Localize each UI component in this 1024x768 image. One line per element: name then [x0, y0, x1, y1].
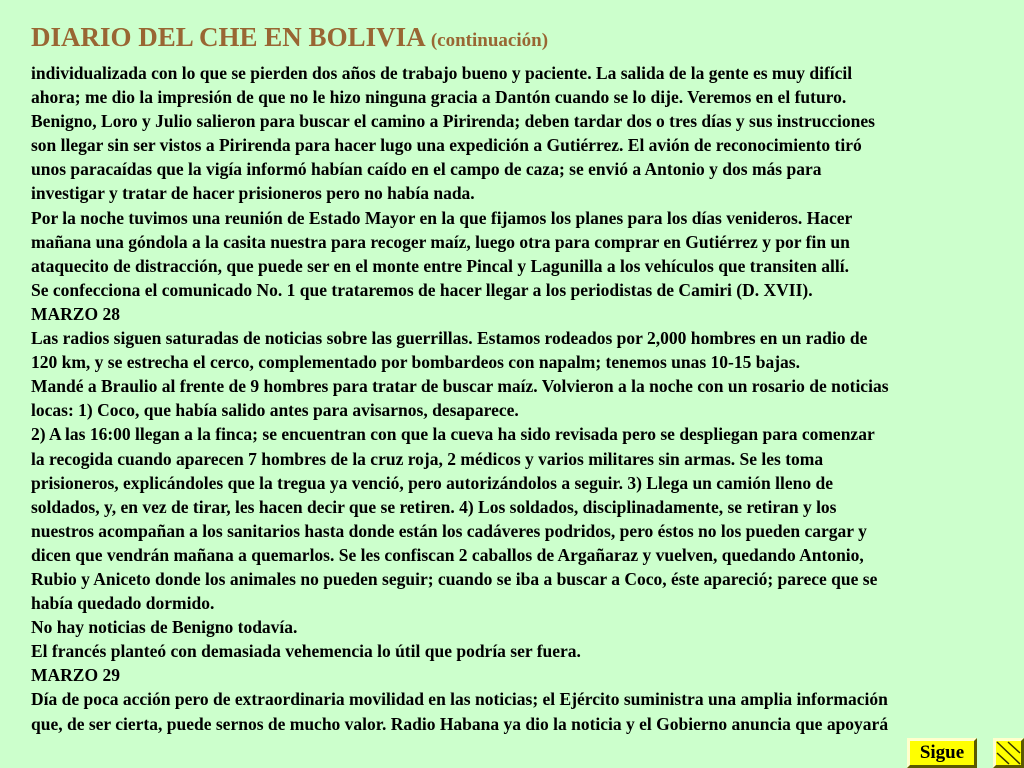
- text-line: soldados, y, en vez de tirar, les hacen decir que se retiren. 4) Los soldados, disciplinadamente, se retiran y los: [31, 496, 837, 517]
- date-heading: MARZO 28: [31, 303, 120, 324]
- text-line: 120 km, y se estrecha el cerco, complementado por bombardeos con napalm; tenemos unas 10-15 bajas.: [31, 352, 800, 373]
- diary-text: [31, 61, 1011, 736]
- text-line: prisioneros, explicándoles que la tregua ya venció, pero autorizándolos a seguir. 3) Llega un camión lleno de: [31, 472, 833, 493]
- text-line: mañana una góndola a la casita nuestra para recoger maíz, luego otra para comprar en Gutiérrez y por fin un: [31, 231, 850, 252]
- text-line: Mandé a Braulio al frente de 9 hombres para tratar de buscar maíz. Volvieron a la noche con un rosario de noticias: [31, 376, 889, 397]
- text-line: 2) A las 16:00 llegan a la finca; se encuentran con que la cueva ha sido revisada pero se despliegan para comenzar: [31, 424, 875, 445]
- text-line: Benigno, Loro y Julio salieron para buscar el camino a Pirirenda; deben tardar dos o tres días y sus instrucciones: [31, 111, 875, 132]
- title-subtitle: (continuación): [430, 30, 549, 51]
- text-line: Por la noche tuvimos una reunión de Estado Mayor en la que fijamos los planes para los días venideros. Hacer: [31, 207, 853, 228]
- title-main: DIARIO DEL CHE EN BOLIVIA: [31, 22, 425, 52]
- text-line: había quedado dormido.: [31, 593, 215, 614]
- text-line: El francés planteó con demasiada vehemencia lo útil que podría ser fuera.: [31, 641, 581, 662]
- text-line: No hay noticias de Benigno todavía.: [31, 617, 298, 638]
- text-line: son llegar sin ser vistos a Pirirenda para hacer lugo una expedición a Gutiérrez. El avión de reconocimiento tiró: [31, 135, 862, 156]
- text-line: ahora; me dio la impresión de que no le hizo ninguna gracia a Dantón cuando se lo dije. Veremos en el futuro.: [31, 87, 847, 108]
- text-line: dicen que vendrán mañana a quemarlos. Se les confiscan 2 caballos de Argañaraz y vuelven, quedando Antonio,: [31, 544, 864, 565]
- text-line: investigar y tratar de hacer prisioneros pero no había nada.: [31, 183, 475, 204]
- text-line: locas: 1) Coco, que había salido antes para avisarnos, desaparece.: [31, 400, 519, 421]
- text-line: Las radios siguen saturadas de noticias sobre las guerrillas. Estamos rodeados por 2,000 hombres en un radio de: [31, 328, 868, 349]
- slide-title: [31, 20, 548, 58]
- text-line: la recogida cuando aparecen 7 hombres de la cruz roja, 2 médicos y varios militares sin armas. Se les toma: [31, 448, 824, 469]
- date-heading: MARZO 29: [31, 665, 120, 686]
- end-slide-icon: [996, 741, 1021, 765]
- text-line: ataquecito de distracción, que puede ser en el monte entre Pincal y Lagunilla a los vehículos que transiten allí.: [31, 255, 849, 276]
- text-line: que, de ser cierta, puede sernos de mucho valor. Radio Habana ya dio la noticia y el Gobierno anuncia que apoyará: [31, 713, 889, 734]
- text-line: nuestros acompañan a los sanitarios hasta donde están los cadáveres podridos, pero éstos no los pueden cargar y: [31, 520, 867, 541]
- end-button[interactable]: [993, 738, 1024, 768]
- text-line: Se confecciona el comunicado No. 1 que trataremos de hacer llegar a los periodistas de Camiri (D. XVII).: [31, 279, 813, 300]
- text-line: Día de poca acción pero de extraordinaria movilidad en las noticias; el Ejército suministra una amplia información: [31, 689, 888, 710]
- next-button[interactable]: Sigue: [907, 738, 977, 768]
- text-line: individualizada con lo que se pierden dos años de trabajo bueno y paciente. La salida de la gente es muy difícil: [31, 63, 853, 83]
- text-line: Rubio y Aniceto donde los animales no pueden seguir; cuando se iba a buscar a Coco, éste apareció; parece que se: [31, 568, 878, 589]
- text-line: unos paracaídas que la vigía informó habían caído en el campo de caza; se envió a Antonio y dos más para: [31, 159, 822, 180]
